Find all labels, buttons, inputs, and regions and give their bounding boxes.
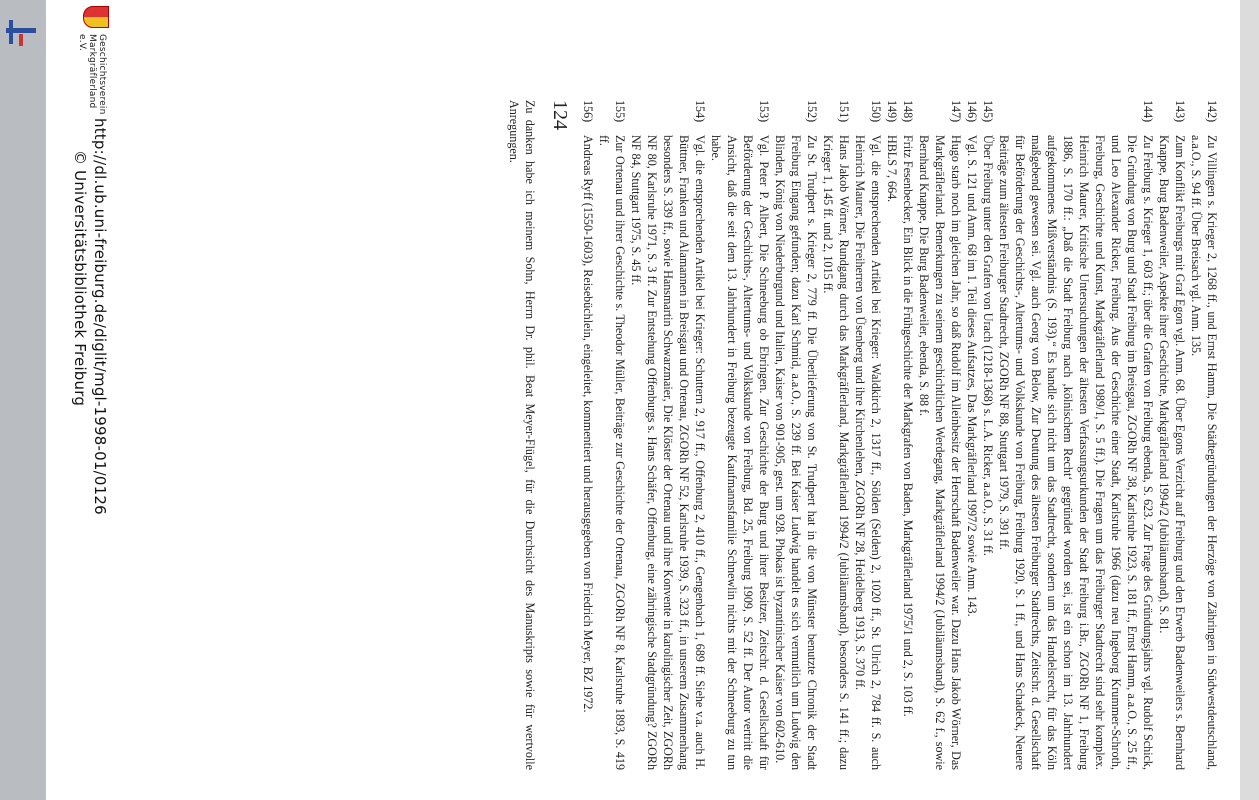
footnote (1188, 100, 1220, 770)
watermark-copyright: © Universitätsbibliothek Freiburg (71, 150, 89, 407)
crest-icon (83, 6, 109, 28)
page-number: 124 (549, 100, 571, 130)
footnote (852, 100, 884, 770)
footnote-text: Zur Ortenau und ihrer Geschichte s. Theodor Müller, Beiträge zur Geschichte der Ortenau, ZGORh NF 8, Karlsruhe 1893, S. 419 ff. (597, 135, 627, 770)
footnote-text: HBLS 7, 664. (885, 135, 899, 203)
footnote-number: 151) (837, 100, 851, 123)
footnote (964, 100, 980, 770)
footnote-number: 147) (949, 100, 963, 123)
footnote-number: 146) (965, 100, 979, 123)
footnote (820, 100, 852, 770)
footnote-text: Vgl. die entsprechenden Artikel bei Krieger: Waldkirch 2, 1317 ff., Sölden (Selden) 2, 1020 ff., St. Ulrich 2, 784 ff. S. auch Heinrich Maurer, Die Freiherren von Üsenberg und ihre Kirchenlehen, ZGORh NF 28, Heidelberg 1913, S. 370 ff. (853, 135, 883, 770)
footnote-number: 150) (869, 100, 883, 123)
footnote-text: Zu Villingen s. Krieger 2, 1268 ff., und Ernst Hamm, Die Städtegründungen der Herzöge von Zähringen in Südwestdeutschland, a.a.O., S. 94 ff. Über Breisach vgl. Anm. 135. (1189, 135, 1219, 770)
footnote (884, 100, 900, 770)
footnote-number: 142) (1205, 100, 1219, 123)
footnote (980, 100, 996, 770)
document-page (46, 0, 1240, 800)
footnote-text: Zum Konflikt Freiburgs mit Graf Egon vgl. Anm. 68. Über Egons Verzicht auf Freiburg und den Erwerb Badenweilers s. Bernhard Knappe, Burg Badenweiler, Aspekte ihrer Geschichte, Markgräflerland 1994/2 (Jubiläumsband), S. 81. (1157, 135, 1187, 770)
society-logo (69, 6, 109, 115)
footnote-text: Hans Jakob Wörner, Rundgang durch das Markgräflerland, Markgräflerland 1994/2 (Jubiläumsband), besonders S. 141 ff.; dazu Krieger 1, 145 ff. und 2, 1015 ff. (821, 135, 851, 770)
left-sidebar (0, 0, 46, 800)
footnote-number: 156) (581, 100, 595, 123)
right-scrollbar[interactable] (1240, 0, 1259, 800)
footnote (900, 100, 916, 770)
footnote-text: Zu St. Trudpert s. Krieger 2, 779 ff. Die Überlieferung von St. Trudpert hat in die von Münster benutzte Chronik der Stadt Freiburg Eingang gefunden; dazu Karl Schmid, a.a.O., S. 239 ff. Bei Kaiser Ludwig handelt es sich vermutlich um Ludwig den Blinden, König von Niederburgund und Italien, Kaiser von 901-905, gest. um 928. Phokas ist byzantinischer Kaiser von 602-610. (773, 135, 819, 770)
footnote (628, 100, 708, 770)
footnote-text: Über Freiburg unter den Grafen von Urach (1218-1368) s. L.A. Ricker, a.a.O., S. 31 ff. (981, 135, 995, 556)
watermark (71, 0, 111, 800)
footnote (916, 100, 964, 770)
footnote (996, 100, 1156, 770)
footnote-number: 144) (1141, 100, 1155, 123)
footnote-number: 152) (805, 100, 819, 123)
footnote-number: 148) (901, 100, 915, 123)
footnote-number: 155) (613, 100, 627, 123)
rotated-page-content (46, 0, 1240, 800)
footnote-text: Zu Freiburg s. Krieger 1, 603 ff.; über die Grafen von Freiburg ebenda, S. 623. Zur Frage des Gründungsjahrs vgl. Rudolf Schick, Die Gründung von Burg und Stadt Freiburg im Breisgau, ZGORh NF 38, Karlsruhe 1923, S. 181 ff., Ernst Hamm, a.a.O., S. 25 ff., und Leo Alexander Ricker, Freiburg. Aus der Geschichte einer Stadt, Karlsruhe 1966 (dazu neu Ingeborg Krummer-Schroth, Freiburg, Geschichte und Kunst, Markgräflerland 1989/1, S. 5 ff.). Die Fragen um das Freiburger Stadtrecht sind sehr komplex. Heinrich Maurer, Kritische Untersuchungen der ältesten Verfassungsurkunden der Stadt Freiburg i.Br., ZGORh NF 1, Freiburg 1886, S. 170 ff.: „Daß die Stadt Freiburg nach ‚kölnischem Recht‘ gegründet worden sei, ist ein schon im 13. Jahrhundert aufgekommenes Mißverständnis (S. 193).“ Es handle sich nicht um das Stadtrecht, sondern um das Handelsrecht, für das Köln maßgebend gewesen sei. Vgl. auch Georg von Below, Zur Deutung des ältesten Freiburger Stadtrechts, Zeitschr. d. Gesellschaft für Beförderung der Geschichts-, Altertums- und Volkskunde von Freiburg, Freiburg 1920, S. 1 ff., und Hans Schadeck, Neuere Beiträge zum ältesten Freiburger Stadtrecht, ZGORh NF 88, Stuttgart 1979, S. 391 ff. (997, 135, 1155, 770)
footnote (580, 100, 596, 770)
footnote (708, 100, 772, 770)
download-icon[interactable] (6, 18, 36, 46)
footnote-number: 153) (757, 100, 771, 123)
footnote-text: Fritz Fesenbecker, Ein Blick in die Frühgeschichte der Markgrafen von Baden, Markgräflerland 1975/1 und 2, S. 103 ff. (901, 135, 915, 717)
watermark-url[interactable]: http://dl.ub.uni-freiburg.de/diglit/mgl-1998-01/0126 (91, 118, 109, 515)
footnote-text: Andreas Ryff (1550-1603), Reisebüchlein, eingeleitet, kommentiert und herausgegeben von Friedrich Meyer, BZ 1972. (581, 135, 595, 713)
footnote-number: 143) (1173, 100, 1187, 123)
footnote-number: 149) (885, 100, 899, 123)
footnote-text: Hugo starb noch im gleichen Jahr, so daß Rudolf im Alleinbesitz der Herrschaft Badenweiler war. Dazu Hans Jakob Wörner, Das Markgräflerland. Bemerkungen zu seinem geschichtlichen Werdegang, Markgräflerland 1994/2 (Jubiläumsband), S. 62 f., sowie Bernhard Knappe, Die Burg Badenweiler, ebenda, S. 88 f. (917, 135, 963, 770)
logo-text: Geschichtsverein Markgräflerland e.V. (77, 34, 107, 115)
footnote-number: 145) (981, 100, 995, 123)
footnote (772, 100, 820, 770)
footnote-text: Vgl. Peter P. Albert, Die Schneeburg ob Ebringen. Zur Geschichte der Burg und ihrer Besitzer, Zeitschr. d. Gesellschaft für Beförderung der Geschichts-, Altertums- und Volkskunde von Freiburg, Bd. 25, Freiburg 1909, S. 52 ff. Der Autor vertritt die Ansicht, daß die seit dem 13. Jahrhundert in Freiburg bezeugte Kaufmannsfamilie Schnewlin nichts mit der Schneeburg zu tun habe. (709, 135, 771, 770)
footnote-text: Vgl. die entsprechenden Artikel bei Krieger: Schuttern 2, 917 ff., Offenburg 2, 410 ff., Gengenbach 1, 689 ff. Siehe v.a. auch H. Büttner, Franken und Alamannen in Breisgau und Ortenau, ZGORh NF 52, Karlsruhe 1939, S. 323 ff., in unserem Zusammenhang besonders S. 339 ff., sowie Hansmartin Schwarzmaier, Die Klöster der Ortenau und ihre Konvente in karolingischer Zeit, ZGORh NF 80, Karlsruhe 1971, S. 3 ff. Zur Entstehung Offenburgs s. Hans Schäfer, Offenburg, eine zähringische Stadtgründung? ZGORh NF 84, Stuttgart 1975, S. 45 ff. (629, 135, 707, 770)
footnote-number: 154) (693, 100, 707, 123)
footnote (1156, 100, 1188, 770)
footnote (596, 100, 628, 770)
footnote-text: Vgl. S. 121 und Anm. 68 im 1. Teil dieses Aufsatzes, Das Markgräflerland 1997/2 sowie Anm. 143. (965, 135, 979, 617)
footnotes-column (506, 100, 1220, 770)
acknowledgement: Zu danken habe ich meinem Sohn, Herrn Dr. phil. Beat Meyer-Flügel, für die Durchsicht des Manuskripts sowie für wertvolle Anregungen. (507, 100, 537, 770)
